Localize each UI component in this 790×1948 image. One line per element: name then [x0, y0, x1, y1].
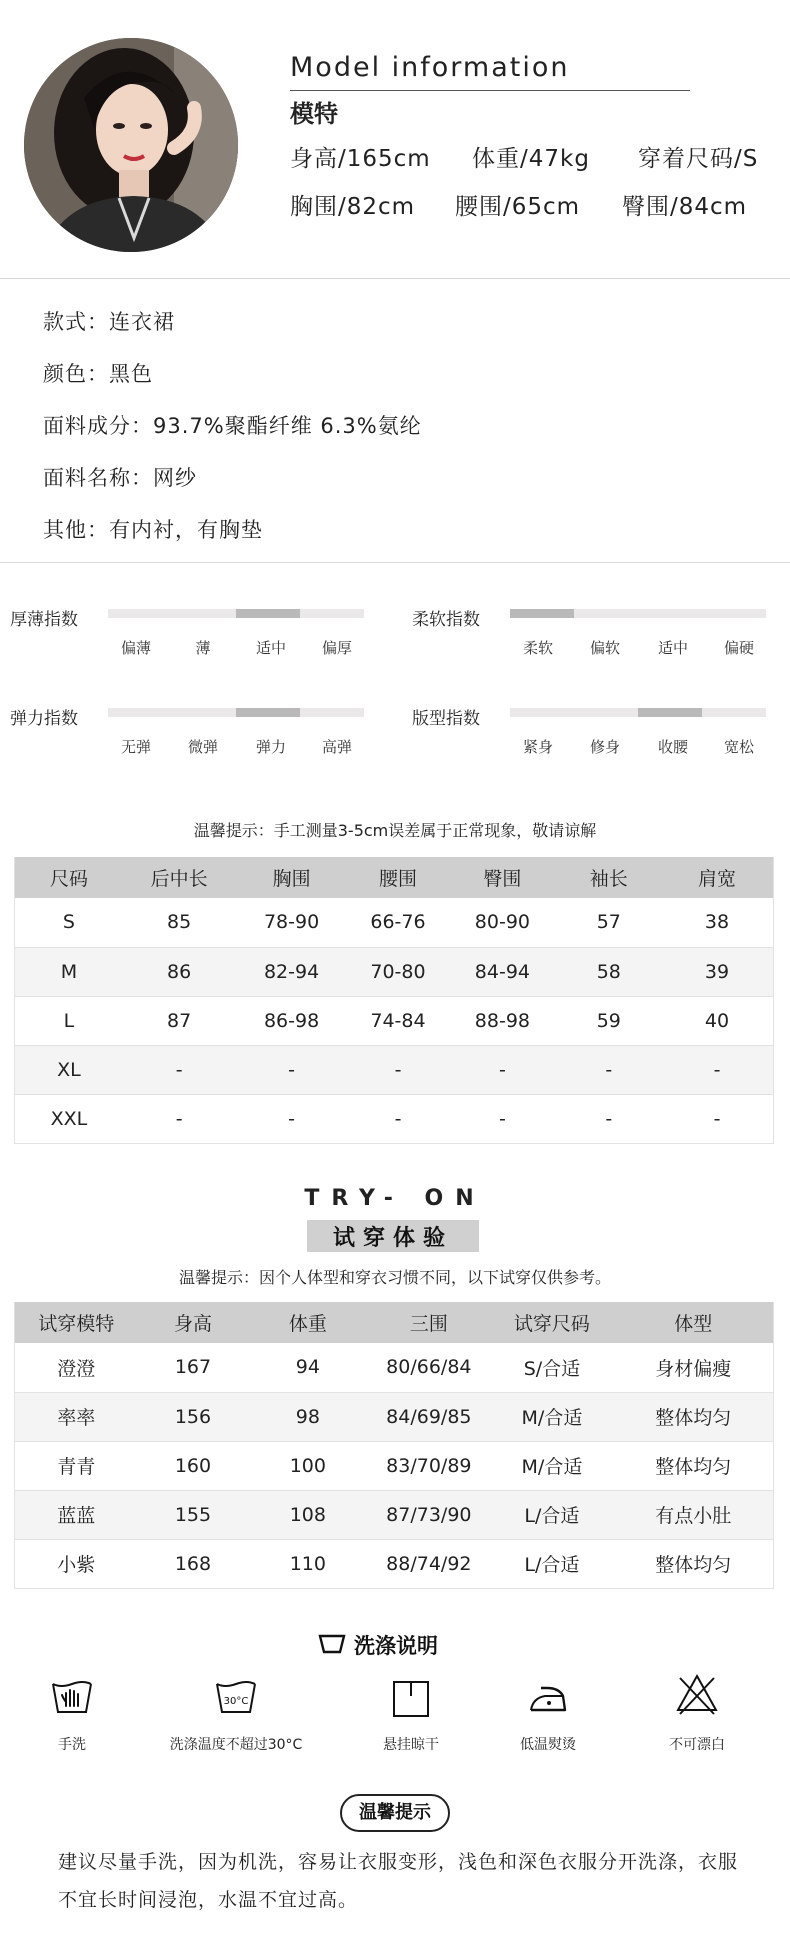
index-label: 版型指数	[412, 709, 480, 729]
table-cell: 蓝蓝	[15, 1490, 138, 1539]
table-cell: 澄澄	[15, 1343, 138, 1392]
table-cell: 40	[661, 996, 773, 1045]
table-cell: 108	[248, 1490, 367, 1539]
table-cell: 88/74/92	[367, 1539, 490, 1588]
table-cell: 80-90	[448, 898, 556, 947]
table-header-cell: 腰围	[348, 857, 448, 898]
table-cell: M/合适	[490, 1392, 613, 1441]
attr-other: 其他：有内衬，有胸垫	[43, 518, 263, 542]
table-cell: 整体均匀	[613, 1539, 773, 1588]
table-cell: 85	[123, 898, 235, 947]
model-info-title: Model information	[290, 52, 570, 83]
table-row	[15, 1441, 774, 1490]
no-bleach-icon	[674, 1672, 720, 1718]
table-cell: -	[235, 1045, 347, 1094]
table-cell: 83/70/89	[367, 1441, 490, 1490]
table-cell: 58	[557, 947, 661, 996]
model-info-subtitle: 模特	[290, 100, 338, 128]
index-option: 紧身	[522, 738, 553, 756]
table-cell: S	[15, 898, 123, 947]
table-cell: -	[557, 1045, 661, 1094]
table-header-row	[15, 1302, 774, 1343]
index-label: 弹力指数	[10, 709, 78, 729]
table-cell: -	[661, 1045, 773, 1094]
table-cell: 78-90	[235, 898, 347, 947]
table-cell: 88-98	[448, 996, 556, 1045]
model-bust: 胸围/82cm	[290, 194, 416, 220]
index-marker	[510, 609, 574, 618]
index-option: 柔软	[522, 639, 553, 657]
index-marker	[236, 609, 300, 618]
table-cell: 110	[248, 1539, 367, 1588]
model-size: 穿着尺码/S	[638, 146, 759, 172]
index-option: 微弹	[187, 738, 218, 756]
table-cell: -	[123, 1045, 235, 1094]
index-option: 偏薄	[120, 639, 151, 657]
table-cell: 70-80	[348, 947, 448, 996]
index-option: 高弹	[321, 738, 352, 756]
table-cell: 率率	[15, 1392, 138, 1441]
table-cell: 青青	[15, 1441, 138, 1490]
index-track	[510, 708, 766, 717]
table-cell: -	[348, 1045, 448, 1094]
table-header-row	[15, 857, 774, 898]
table-row	[15, 996, 774, 1045]
table-header-cell: 试穿模特	[15, 1302, 138, 1343]
index-option: 收腰	[657, 738, 688, 756]
care-label-hang-dry: 悬挂晾干	[383, 1737, 439, 1753]
table-cell: XXL	[15, 1094, 123, 1143]
table-cell: 74-84	[348, 996, 448, 1045]
tips-badge: 温馨提示	[340, 1794, 450, 1832]
index-option: 偏软	[589, 639, 620, 657]
index-option: 适中	[255, 639, 286, 657]
table-row	[15, 1045, 774, 1094]
index-option: 修身	[589, 738, 620, 756]
index-label: 柔软指数	[412, 610, 480, 630]
table-header-cell: 三围	[367, 1302, 490, 1343]
table-cell: 160	[138, 1441, 249, 1490]
table-cell: 身材偏瘦	[613, 1343, 773, 1392]
table-header-cell: 肩宽	[661, 857, 773, 898]
table-row	[15, 1343, 774, 1392]
index-marker	[638, 708, 702, 717]
index-option: 偏硬	[723, 639, 754, 657]
index-option: 弹力	[255, 738, 286, 756]
index-option: 偏厚	[321, 639, 352, 657]
attr-color: 颜色：黑色	[43, 362, 153, 386]
table-row	[15, 1392, 774, 1441]
wash-30-icon	[213, 1676, 259, 1722]
table-cell: -	[448, 1094, 556, 1143]
washing-title: 洗涤说明	[354, 1634, 438, 1658]
table-cell: 86	[123, 947, 235, 996]
size-tip: 温馨提示：手工测量3-5cm误差属于正常现象，敬请谅解	[193, 821, 597, 840]
model-waist: 腰围/65cm	[455, 194, 581, 220]
table-cell: -	[235, 1094, 347, 1143]
table-row	[15, 1539, 774, 1588]
attr-composition: 面料成分：93.7%聚酯纤维 6.3%氨纶	[43, 414, 422, 438]
table-cell: 57	[557, 898, 661, 947]
table-cell: 有点小肚	[613, 1490, 773, 1539]
table-cell: L/合适	[490, 1539, 613, 1588]
table-cell: 86-98	[235, 996, 347, 1045]
care-label-no-bleach: 不可漂白	[669, 1737, 725, 1753]
table-cell: 38	[661, 898, 773, 947]
table-cell: 94	[248, 1343, 367, 1392]
table-header-cell: 身高	[138, 1302, 249, 1343]
table-cell: 155	[138, 1490, 249, 1539]
table-cell: -	[123, 1094, 235, 1143]
table-cell: L/合适	[490, 1490, 613, 1539]
table-row	[15, 947, 774, 996]
index-option: 薄	[195, 639, 211, 657]
index-option: 无弹	[120, 738, 151, 756]
table-cell: 整体均匀	[613, 1392, 773, 1441]
table-header-cell: 体重	[248, 1302, 367, 1343]
table-cell: 100	[248, 1441, 367, 1490]
table-cell: 82-94	[235, 947, 347, 996]
hang-dry-icon	[388, 1676, 434, 1722]
table-cell: 59	[557, 996, 661, 1045]
table-row	[15, 1094, 774, 1143]
index-track	[108, 708, 364, 717]
table-cell: 87/73/90	[367, 1490, 490, 1539]
basin-icon	[318, 1632, 346, 1656]
svg-text:30°C: 30°C	[223, 1696, 249, 1707]
index-track	[108, 609, 364, 618]
table-cell: -	[557, 1094, 661, 1143]
table-cell: M	[15, 947, 123, 996]
table-cell: 168	[138, 1539, 249, 1588]
index-option: 宽松	[723, 738, 754, 756]
table-cell: -	[661, 1094, 773, 1143]
table-cell: 87	[123, 996, 235, 1045]
table-cell: 66-76	[348, 898, 448, 947]
model-portrait-icon	[24, 38, 238, 252]
table-cell: -	[348, 1094, 448, 1143]
table-cell: 98	[248, 1392, 367, 1441]
index-label: 厚薄指数	[10, 610, 78, 630]
table-cell: XL	[15, 1045, 123, 1094]
table-row	[15, 898, 774, 947]
model-photo	[24, 38, 238, 252]
size-table	[14, 857, 774, 1144]
tips-text: 建议尽量手洗，因为机洗，容易让衣服变形，浅色和深色衣服分开洗涤，衣服不宜长时间浸泡，水温不宜过高。	[58, 1851, 739, 1911]
table-cell: 84/69/85	[367, 1392, 490, 1441]
table-header-cell: 臀围	[448, 857, 556, 898]
table-cell: 167	[138, 1343, 249, 1392]
table-cell: L	[15, 996, 123, 1045]
table-cell: M/合适	[490, 1441, 613, 1490]
tryon-title-cn: 试穿体验	[332, 1226, 453, 1251]
title-underline	[290, 90, 690, 91]
table-cell: 整体均匀	[613, 1441, 773, 1490]
table-header-cell: 胸围	[235, 857, 347, 898]
table-header-cell: 后中长	[123, 857, 235, 898]
index-option: 适中	[657, 639, 688, 657]
table-header-cell: 袖长	[557, 857, 661, 898]
table-header-cell: 尺码	[15, 857, 123, 898]
table-cell: 80/66/84	[367, 1343, 490, 1392]
table-cell: 39	[661, 947, 773, 996]
table-header-cell: 体型	[613, 1302, 773, 1343]
table-header-cell: 试穿尺码	[490, 1302, 613, 1343]
tryon-table	[14, 1302, 774, 1589]
table-row	[15, 1490, 774, 1539]
index-marker	[236, 708, 300, 717]
model-height: 身高/165cm	[290, 146, 431, 172]
table-cell: S/合适	[490, 1343, 613, 1392]
tryon-title-en: TRY- ON	[304, 1186, 486, 1211]
care-label-wash-30: 洗涤温度不超过30°C	[169, 1737, 303, 1753]
table-cell: 小紫	[15, 1539, 138, 1588]
care-label-low-iron: 低温熨烫	[520, 1737, 576, 1753]
tryon-tip: 温馨提示：因个人体型和穿衣习惯不同，以下试穿仅供参考。	[178, 1268, 611, 1287]
table-cell: 156	[138, 1392, 249, 1441]
section-divider	[0, 278, 790, 279]
attr-style: 款式：连衣裙	[43, 310, 175, 334]
hand-wash-icon	[49, 1676, 95, 1722]
section-divider	[0, 562, 790, 563]
attr-fabric: 面料名称：网纱	[43, 466, 197, 490]
index-track	[510, 609, 766, 618]
table-cell: 84-94	[448, 947, 556, 996]
care-label-hand-wash: 手洗	[58, 1737, 86, 1753]
model-hip: 臀围/84cm	[622, 194, 748, 220]
model-weight: 体重/47kg	[472, 146, 590, 172]
table-cell: -	[448, 1045, 556, 1094]
low-iron-icon	[525, 1676, 571, 1722]
